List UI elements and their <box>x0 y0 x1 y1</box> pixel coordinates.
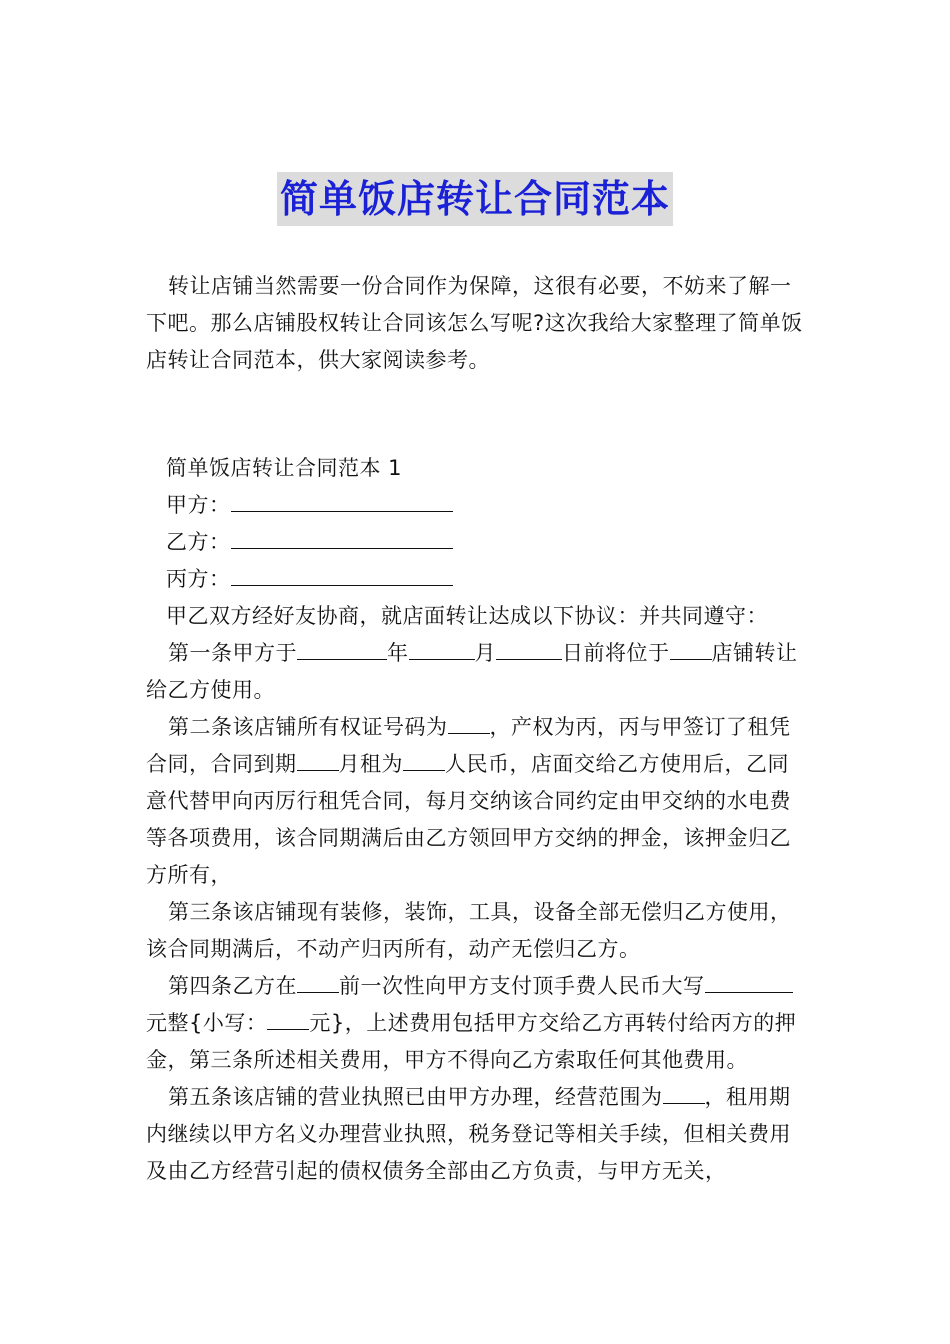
article-5-scope-blank[interactable] <box>663 1081 705 1104</box>
article-1-month-label: 月 <box>474 641 496 665</box>
article-4-text: 第四条乙方在 <box>168 974 297 998</box>
article-5-tail: ，租用期内继续以甲方名义办理营业执照，税务登记等相关手续，但相关费用及由乙方经营引起的债权债务全部由乙方负责，与甲方无关， <box>146 1085 791 1183</box>
article-4-amount-figure-blank[interactable] <box>267 1007 309 1030</box>
party-a-line <box>146 487 810 524</box>
article-1 <box>146 635 810 709</box>
party-c-line <box>146 561 810 598</box>
article-1-text: 第一条甲方于 <box>168 641 297 665</box>
article-4-date-blank[interactable] <box>297 970 339 993</box>
article-4-text-b: 前一次性向甲方支付顶手费人民币大写 <box>339 974 705 998</box>
article-3: 第三条该店铺现有装修，装饰，工具，设备全部无偿归乙方使用，该合同期满后，不动产归丙所有，动产无偿归乙方。 <box>146 900 792 961</box>
section-title: 简单饭店转让合同范本 1 <box>166 456 403 480</box>
title-container <box>0 172 950 226</box>
article-1-location-text: 日前将位于 <box>562 641 670 665</box>
agreement-lead: 甲乙双方经好友协商，就店面转让达成以下协议：并共同遵守： <box>166 604 768 628</box>
intro-paragraph: 转让店铺当然需要一份合同作为保障，这很有必要，不妨来了解一下吧。那么店铺股权转让合同该怎么写呢?这次我给大家整理了简单饭店转让合同范本，供大家阅读参考。 <box>146 274 803 372</box>
article-1-year-label: 年 <box>387 641 409 665</box>
party-b-blank[interactable] <box>231 526 453 549</box>
article-4-text-c: 元整{小写： <box>146 1011 268 1035</box>
contract-section <box>146 450 810 1190</box>
article-5-text: 第五条该店铺的营业执照已由甲方办理，经营范围为 <box>168 1085 663 1109</box>
article-2-expiry-blank[interactable] <box>297 748 339 771</box>
article-2-text: 第二条该店铺所有权证号码为 <box>168 715 448 739</box>
article-2-rent-blank[interactable] <box>403 748 445 771</box>
article-2-cert-blank[interactable] <box>448 711 490 734</box>
party-c-blank[interactable] <box>231 563 453 586</box>
intro-section <box>146 268 810 379</box>
article-2-rent-label: 月租为 <box>338 752 403 776</box>
party-a-blank[interactable] <box>231 489 453 512</box>
article-2 <box>146 709 810 894</box>
article-1-tail: 店铺转让给乙方使用。 <box>146 641 798 702</box>
party-b-label: 乙方： <box>166 530 231 554</box>
party-c-label: 丙方： <box>166 567 231 591</box>
article-2-text-b: ，产权为丙，丙与甲签订了租凭合同，合同到期 <box>146 715 791 776</box>
article-4 <box>146 968 810 1079</box>
article-4-tail: 元}，上述费用包括甲方交给乙方再转付给丙方的押金，第三条所述相关费用，甲方不得向乙方索取任何其他费用。 <box>146 1011 797 1072</box>
article-1-location-blank[interactable] <box>670 637 712 660</box>
party-a-label: 甲方： <box>166 493 231 517</box>
article-2-tail: 人民币，店面交给乙方使用后，乙同意代替甲向丙厉行租凭合同，每月交纳该合同约定由甲交纳的水电费等各项费用，该合同期满后由乙方领回甲方交纳的押金，该押金归乙方所有， <box>146 752 791 887</box>
article-5 <box>146 1079 810 1190</box>
article-1-year-blank[interactable] <box>297 637 387 660</box>
article-1-month-blank[interactable] <box>409 637 475 660</box>
article-1-day-blank[interactable] <box>496 637 562 660</box>
party-b-line <box>146 524 810 561</box>
document-title: 简单饭店转让合同范本 <box>277 172 673 226</box>
article-4-amount-words-blank[interactable] <box>705 970 793 993</box>
